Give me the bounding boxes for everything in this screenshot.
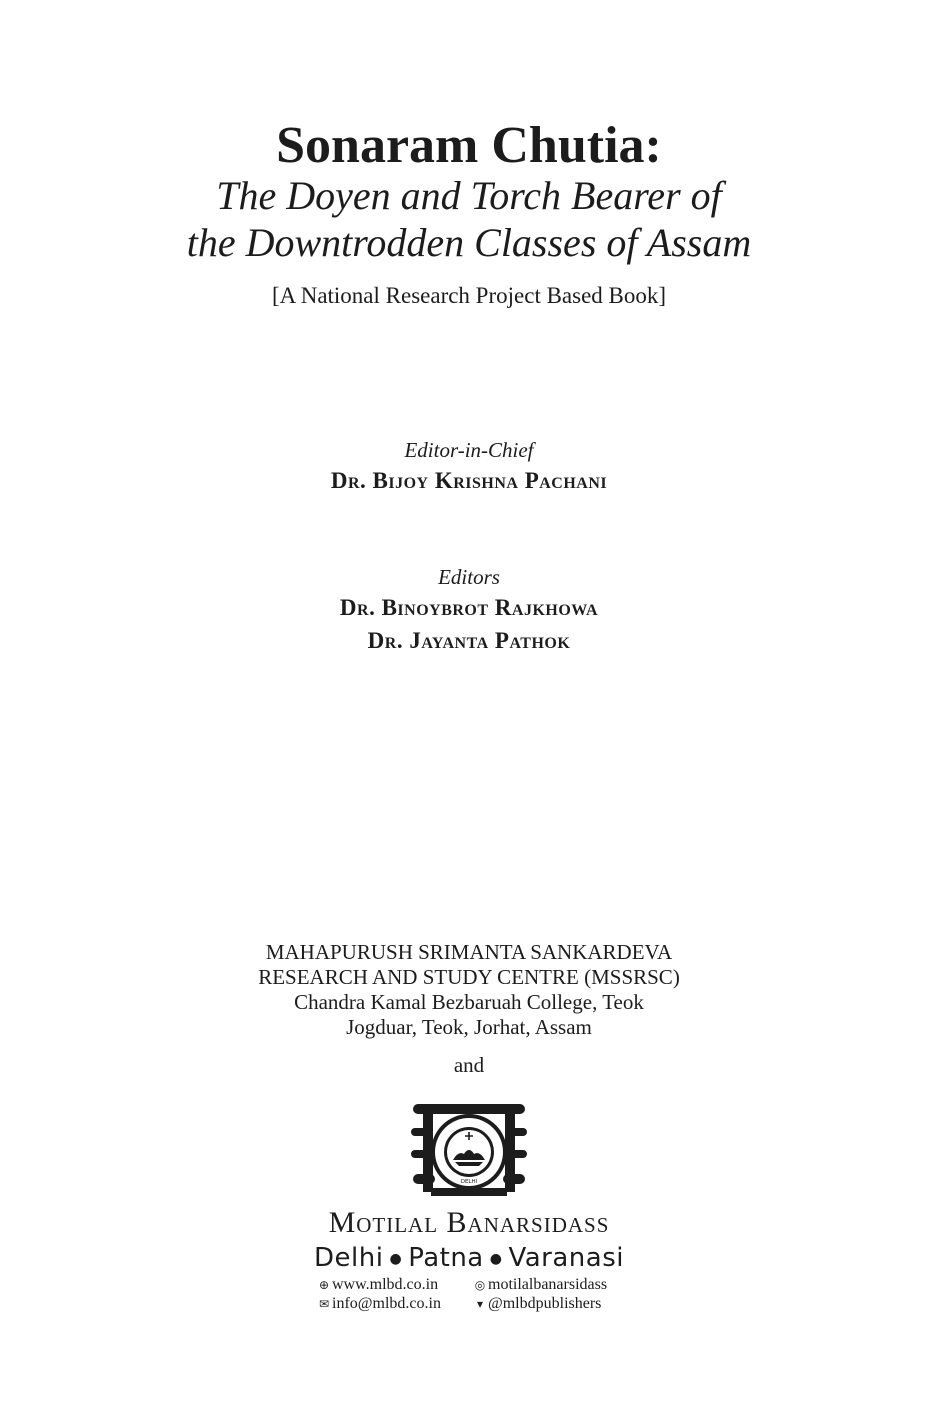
website-link[interactable]: www.mlbd.co.in [332,1276,439,1293]
editors-label: Editors [438,565,500,589]
instagram-link[interactable]: motilalbanarsidass [488,1276,608,1293]
institution-line-3: Chandra Kamal Bezbaruah College, Teok [294,990,644,1014]
twitter-icon: ▾ [476,1297,484,1311]
editor-name: Dr. Binoybrot Rajkhowa [339,595,599,620]
publisher-logo [409,1100,529,1200]
globe-icon: ⊕ [318,1278,330,1292]
bullet-icon: ● [389,1250,403,1267]
city: Varanasi [508,1243,624,1273]
institution-line-4: Jogduar, Teok, Jorhat, Assam [346,1015,592,1039]
email-link[interactable]: info@mlbd.co.in [332,1295,441,1312]
book-title: Sonaram Chutia: [276,117,662,174]
city: Delhi [314,1243,384,1273]
editor-name: Dr. Jayanta Pathok [367,628,571,653]
publisher-name: Motilal Banarsidass [328,1206,610,1239]
institution-line-1: MAHAPURUSH SRIMANTA SANKARDEVA [265,940,673,964]
publisher-cities [0,1242,938,1275]
book-subtitle-line-1: The Doyen and Torch Bearer of [216,173,722,218]
editor-in-chief-name: Dr. Bijoy Krishna Pachani [330,468,608,493]
contact-row [316,1275,646,1295]
logo-place-text: DELHI [460,1179,478,1185]
contact-row [316,1294,646,1314]
mail-icon: ✉ [318,1297,330,1311]
editor-in-chief-label: Editor-in-Chief [404,438,534,462]
book-subtitle-line-2: the Downtrodden Classes of Assam [186,220,752,265]
twitter-link[interactable]: @mlbdpublishers [488,1295,602,1312]
institution-line-2: RESEARCH AND STUDY CENTRE (MSSRSC) [258,965,680,989]
book-note: [A National Research Project Based Book] [271,283,667,308]
city: Patna [408,1243,484,1273]
bullet-icon: ● [489,1250,503,1267]
instagram-icon: ◎ [474,1278,486,1292]
and-connector: and [453,1053,485,1077]
